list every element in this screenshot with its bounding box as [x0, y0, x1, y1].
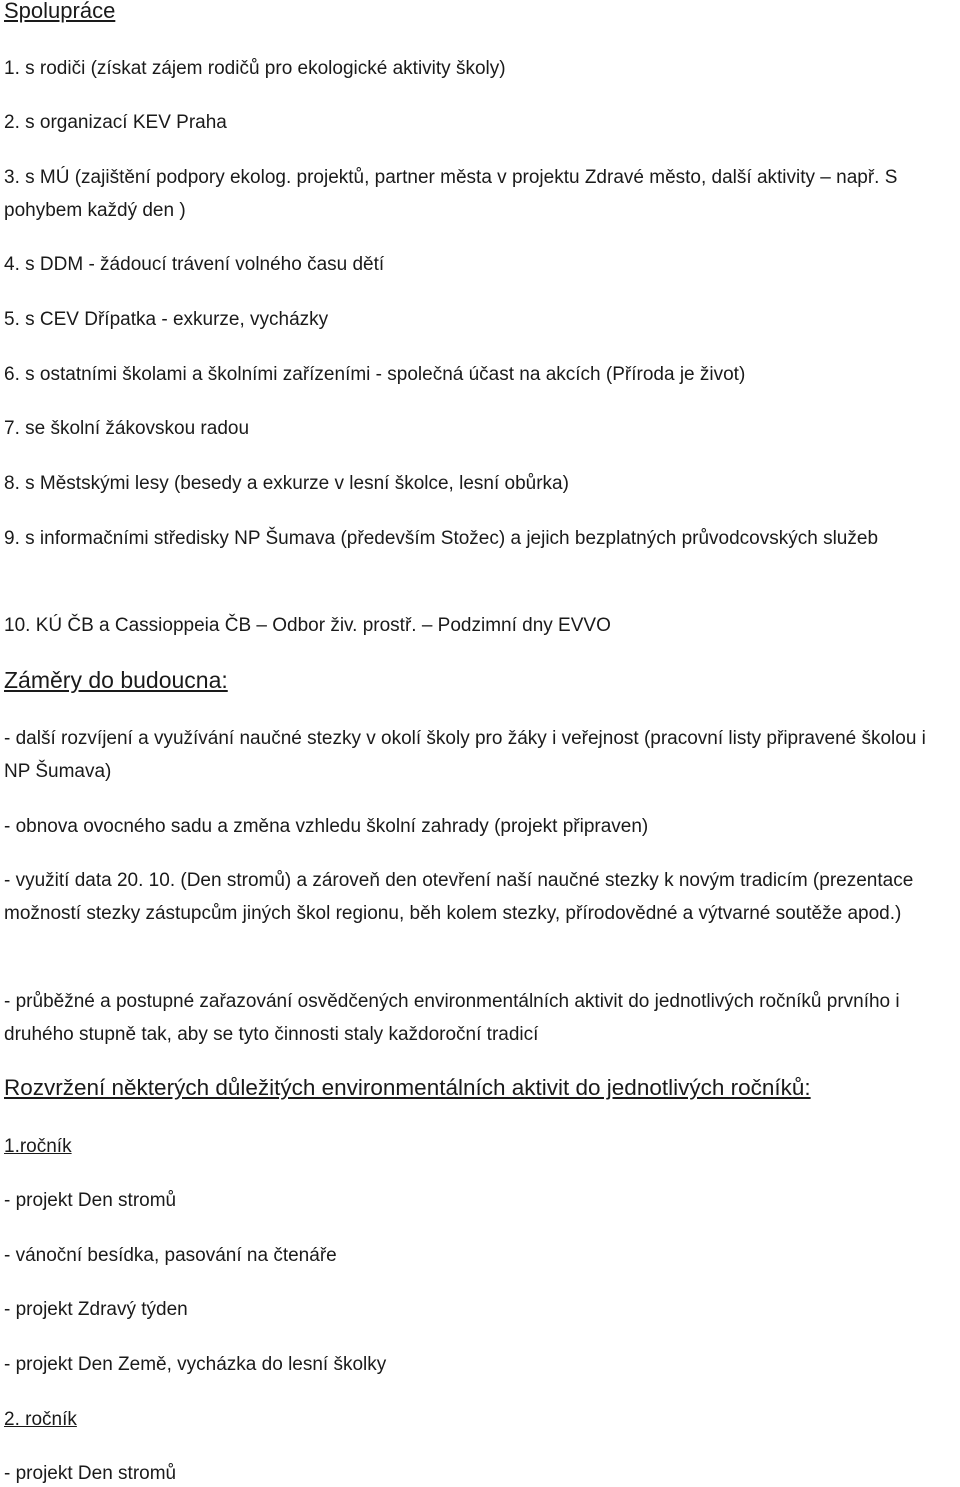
- cooperation-item: 8. s Městskými lesy (besedy a exkurze v lesní školce, lesní obůrka): [4, 473, 569, 494]
- cooperation-item: 6. s ostatními školami a školními zařízeními - společná účast na akcích (Příroda je život): [4, 364, 746, 385]
- future-plan-item: - využití data 20. 10. (Den stromů) a zároveň den otevření naší naučné stezky k novým tradicím (prezentace možností stezky zástupcům jiných škol regionu, běh kolem stezky, přírodovědné a výtvarné soutěže apod.): [4, 870, 914, 924]
- grade-1-activity: - projekt Zdravý týden: [4, 1299, 188, 1320]
- cooperation-item: 7. se školní žákovskou radou: [4, 418, 250, 439]
- activities-heading: Rozvržení některých důležitých environmentálních aktivit do jednotlivých ročníků:: [4, 1075, 811, 1100]
- grade-1-label: 1.ročník: [4, 1136, 72, 1157]
- future-plan-item: - průběžné a postupné zařazování osvědčených environmentálních aktivit do jednotlivých ročníků prvního i druhého stupně tak, aby se tyto činnosti staly každoroční tradicí: [4, 991, 900, 1045]
- future-plans-heading: Záměry do budoucna:: [4, 667, 228, 693]
- section-title-spoluprace: Spolupráce: [4, 0, 116, 23]
- cooperation-item: 10. KÚ ČB a Cassioppeia ČB – Odbor živ. prostř. – Podzimní dny EVVO: [4, 615, 611, 636]
- grade-2-label: 2. ročník: [4, 1409, 77, 1430]
- cooperation-item: 1. s rodiči (získat zájem rodičů pro ekologické aktivity školy): [4, 58, 506, 79]
- cooperation-item: 9. s informačními středisky NP Šumava (především Stožec) a jejich bezplatných průvodcovských služeb: [4, 528, 879, 549]
- cooperation-item: 3. s MÚ (zajištění podpory ekolog. projektů, partner města v projektu Zdravé město, další aktivity – např. S pohybem každý den ): [4, 167, 898, 221]
- future-plan-item: - další rozvíjení a využívání naučné stezky v okolí školy pro žáky i veřejnost (pracovní listy připravené školou i NP Šumava): [4, 728, 926, 782]
- grade-1-activity: - projekt Den stromů: [4, 1190, 177, 1211]
- grade-1-activity: - projekt Den Země, vycházka do lesní školky: [4, 1354, 387, 1375]
- grade-1-activity: - vánoční besídka, pasování na čtenáře: [4, 1245, 337, 1266]
- cooperation-item: 4. s DDM - žádoucí trávení volného času dětí: [4, 254, 385, 275]
- future-plan-item: - obnova ovocného sadu a změna vzhledu školní zahrady (projekt připraven): [4, 816, 649, 837]
- cooperation-item: 2. s organizací KEV Praha: [4, 112, 227, 133]
- grade-2-activity: - projekt Den stromů: [4, 1463, 177, 1484]
- cooperation-item: 5. s CEV Dřípatka - exkurze, vycházky: [4, 309, 329, 330]
